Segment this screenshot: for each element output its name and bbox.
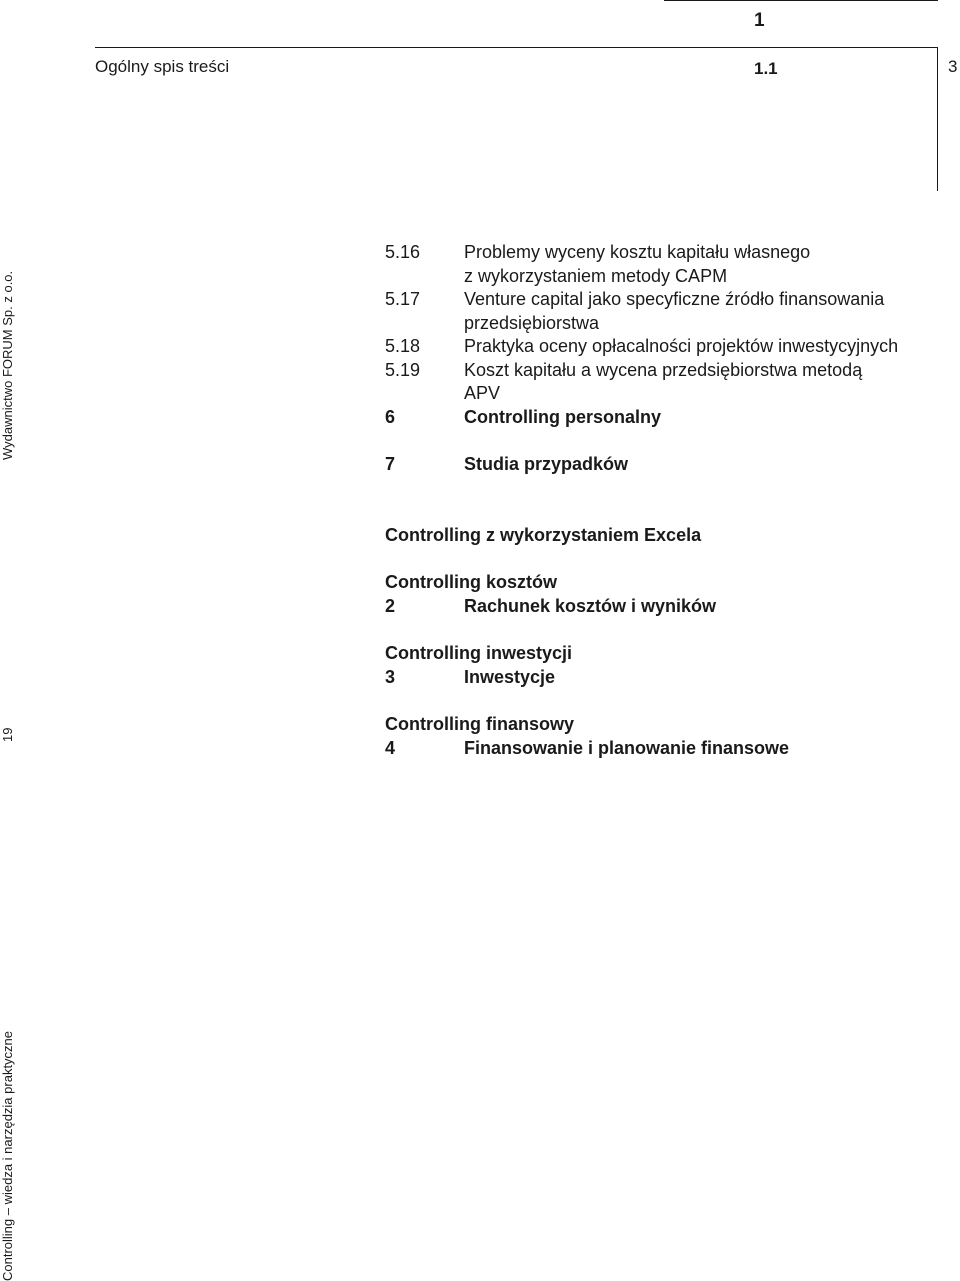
toc-entry-title bbox=[464, 288, 945, 335]
toc-entry-line: Praktyka oceny opłacalności projektów inwestycyjnych bbox=[464, 336, 899, 356]
toc-entry-5-16[interactable] bbox=[385, 241, 945, 288]
toc-part-heading-investments: Controlling inwestycji bbox=[385, 643, 573, 663]
toc-entry-number: 5.19 bbox=[385, 359, 421, 380]
toc-chapter-number: 6 bbox=[385, 406, 396, 427]
toc-entry-title bbox=[464, 359, 945, 406]
toc-part-heading-excel: Controlling z wykorzystaniem Excela bbox=[385, 524, 702, 545]
toc-chapter-number: 7 bbox=[385, 454, 396, 474]
toc-entry-number: 5.18 bbox=[385, 336, 421, 356]
top-rule bbox=[664, 0, 938, 1]
toc-entry-number: 5.17 bbox=[385, 289, 421, 309]
toc-entry-line: przedsiębiorstwa bbox=[464, 312, 600, 333]
chapter-number: 1 bbox=[754, 10, 765, 31]
toc-chapter-title: Inwestycje bbox=[464, 666, 556, 687]
toc-entry-number: 5.16 bbox=[385, 242, 421, 262]
toc-part-heading-finance: Controlling finansowy bbox=[385, 714, 574, 734]
toc-chapter-2[interactable] bbox=[385, 595, 945, 619]
toc-chapter-title: Studia przypadków bbox=[464, 454, 629, 474]
toc-entry-5-17[interactable] bbox=[385, 288, 945, 335]
side-series-title: Controlling – wiedza i narzędzia praktyczne bbox=[0, 1030, 15, 1281]
toc-part-heading-costs: Controlling kosztów bbox=[385, 572, 557, 592]
toc-chapter-7[interactable] bbox=[385, 453, 945, 477]
table-of-contents bbox=[385, 241, 945, 760]
toc-entry-5-18[interactable] bbox=[385, 335, 945, 359]
toc-chapter-title: Controlling personalny bbox=[464, 406, 662, 427]
toc-chapter-title: Rachunek kosztów i wyników bbox=[464, 595, 717, 616]
toc-chapter-3[interactable] bbox=[385, 666, 945, 690]
header-vertical-rule bbox=[937, 47, 938, 191]
side-page-number: 19 bbox=[0, 727, 15, 742]
toc-chapter-number: 2 bbox=[385, 595, 396, 616]
toc-chapter-4[interactable] bbox=[385, 737, 945, 761]
toc-chapter-number: 3 bbox=[385, 666, 396, 687]
toc-chapter-title: Finansowanie i planowanie finansowe bbox=[464, 737, 790, 758]
page-number: 3 bbox=[948, 57, 958, 76]
toc-entry-line: APV bbox=[464, 383, 501, 403]
toc-entry-line: z wykorzystaniem metody CAPM bbox=[464, 265, 728, 286]
toc-entry-line: Koszt kapitału a wycena przedsiębiorstwa metodą bbox=[464, 359, 863, 380]
page-header-title: Ogólny spis treści bbox=[95, 57, 230, 76]
toc-chapter-6[interactable] bbox=[385, 406, 945, 430]
toc-entry-title bbox=[464, 241, 945, 288]
toc-entry-line: Problemy wyceny kosztu kapitału własnego bbox=[464, 242, 811, 262]
toc-entry-5-19[interactable] bbox=[385, 359, 945, 406]
side-publisher-text: Wydawnictwo FORUM Sp. z o.o. bbox=[0, 270, 15, 460]
toc-entry-title bbox=[464, 335, 945, 359]
section-number: 1.1 bbox=[754, 59, 778, 78]
toc-entry-line: Venture capital jako specyficzne źródło finansowania bbox=[464, 289, 885, 309]
header-rule bbox=[95, 47, 938, 48]
toc-chapter-number: 4 bbox=[385, 737, 396, 758]
